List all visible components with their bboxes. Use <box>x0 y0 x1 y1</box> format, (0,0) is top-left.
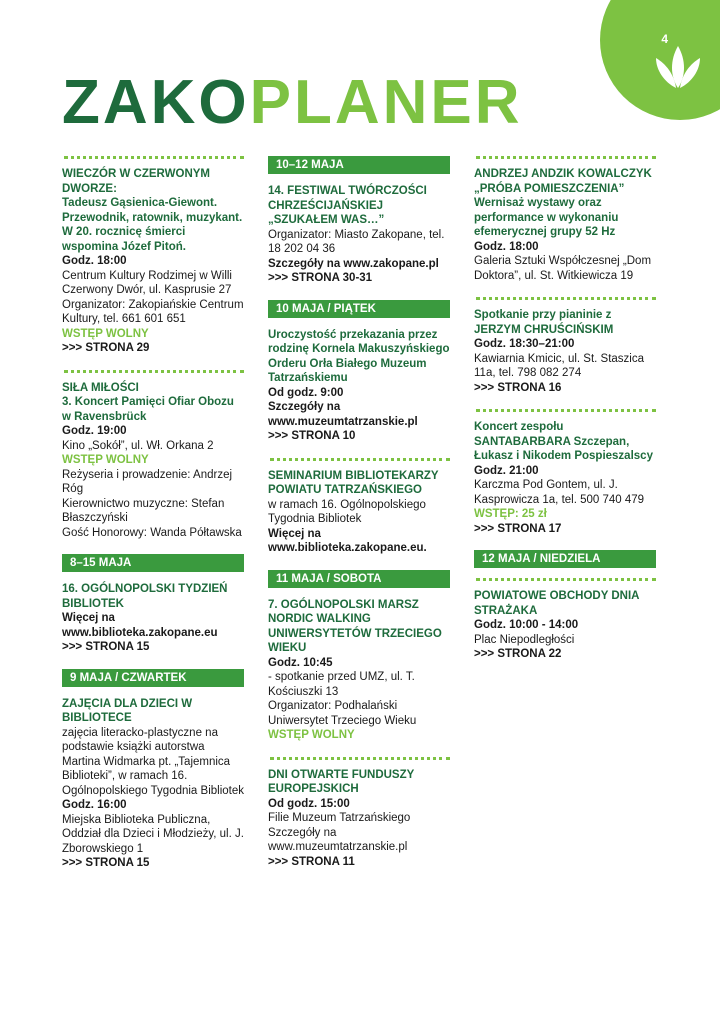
dotted-divider <box>476 578 656 581</box>
event-detail: Kierownictwo muzyczne: Stefan Błaszczyński <box>62 497 225 524</box>
event-title: 7. OGÓLNOPOLSKI MARSZ NORDIC WALKING UNIWERSYTETÓW TRZECIEGO WIEKU <box>268 598 442 654</box>
event-detail: Miejska Biblioteka Publiczna, Oddział dla Dzieci i Młodzieży, ul. J. Zborowskiego 1 <box>62 813 244 855</box>
event-detail: Organizator: Miasto Zakopane, tel. 18 202 04 36 <box>268 228 445 255</box>
dotted-divider <box>64 156 244 159</box>
event-item <box>474 167 656 283</box>
event-item <box>474 589 656 662</box>
event-item <box>268 328 450 444</box>
event-detail-bold: >>> STRONA 10 <box>268 430 356 442</box>
event-detail-bold: >>> STRONA 22 <box>474 648 562 660</box>
event-detail: Gość Honorowy: Wanda Półtawska <box>62 526 242 539</box>
event-detail: zajęcia literacko-plastyczne na podstawie książki autorstwa Martina Widmarka pt. „Tajemnica Biblioteki”, w ramach 16. Ogólnopolskiego Tygodnia Bibliotek <box>62 726 244 797</box>
event-detail: Plac Niepodległości <box>474 633 575 646</box>
event-detail: Kino „Sokół”, ul. Wł. Orkana 2 <box>62 439 214 452</box>
event-detail: Szczegóły na www.muzeumtatrzanskie.pl <box>268 826 408 853</box>
column-1 <box>62 156 244 885</box>
event-detail: Karczma Pod Gontem, ul. J. Kasprowicza 1a, tel. 500 740 479 <box>474 479 645 506</box>
event-item <box>474 420 656 536</box>
column-3 <box>474 156 656 676</box>
event-title: Koncert zespołu SANTABARBARA Szczepan, Łukasz i Nikodem Pospieszalscy <box>474 421 653 462</box>
event-item <box>268 184 450 286</box>
event-detail-bold: >>> STRONA 29 <box>62 342 150 354</box>
event-title: DNI OTWARTE FUNDUSZY EUROPEJSKICH <box>268 768 415 795</box>
event-title: ANDRZEJ ANDZIK KOWALCZYK „PRÓBA POMIESZCZENIA” <box>474 168 652 195</box>
date-band: 12 MAJA / NIEDZIELA <box>474 550 656 568</box>
event-detail-bold: Godz. 18:00 <box>62 255 127 267</box>
event-item <box>268 768 450 870</box>
date-band: 10–12 MAJA <box>268 156 450 174</box>
dotted-divider <box>270 757 450 760</box>
dotted-divider <box>476 297 656 300</box>
date-band: 8–15 MAJA <box>62 554 244 572</box>
event-detail: Filie Muzeum Tatrzańskiego <box>268 812 411 824</box>
event-detail-bold: Godz. 10:45 <box>268 656 333 669</box>
event-detail-bold: >>> STRONA 11 <box>268 855 355 868</box>
event-detail-bold: Godz. 18:30–21:00 <box>474 338 575 350</box>
event-title: POWIATOWE OBCHODY DNIA STRAŻAKA <box>474 590 640 617</box>
column-2 <box>268 156 450 883</box>
event-item <box>62 381 244 541</box>
event-item <box>474 308 656 395</box>
event-detail: Galeria Sztuki Współczesnej „Dom Doktora”, ul. St. Witkiewicza 19 <box>474 255 652 282</box>
event-detail: w ramach 16. Ogólnopolskiego Tygodnia Bibliotek <box>268 498 426 525</box>
date-band: 9 MAJA / CZWARTEK <box>62 669 244 687</box>
event-detail-bold: Szczegóły na www.muzeumtatrzanskie.pl <box>268 401 418 428</box>
entry-info: WSTĘP WOLNY <box>268 729 355 741</box>
event-detail-bold: >>> STRONA 16 <box>474 381 562 394</box>
event-detail-bold: >>> STRONA 30-31 <box>268 272 373 284</box>
date-band: 11 MAJA / SOBOTA <box>268 570 450 588</box>
event-title: Uroczystość przekazania przez rodzinę Kornela Makuszyńskiego Orderu Orła Białego Muzeum Tatrzańskiemu <box>268 328 450 384</box>
dotted-divider <box>476 156 656 159</box>
event-title: SEMINARIUM BIBLIOTEKARZY POWIATU TATRZAŃSKIEGO <box>268 469 439 496</box>
leaf-icon <box>650 40 706 96</box>
logo-part-zako: ZAKO <box>62 68 250 137</box>
event-detail-bold: >>> STRONA 17 <box>474 522 562 535</box>
dotted-divider <box>476 409 656 412</box>
dotted-divider <box>64 370 244 373</box>
event-detail-bold: Więcej na www.biblioteka.zakopane.eu <box>62 612 218 639</box>
event-title: SIŁA MIŁOŚCI <box>62 381 139 394</box>
entry-info: WSTĘP WOLNY <box>62 454 149 466</box>
event-detail-bold: Godz. 10:00 - 14:00 <box>474 619 579 631</box>
event-item <box>62 582 244 655</box>
event-detail: Centrum Kultury Rodzimej w Willi Czerwony Dwór, ul. Kasprusie 27 <box>62 269 232 296</box>
event-detail-bold: Godz. 16:00 <box>62 799 127 811</box>
date-band: 10 MAJA / PIĄTEK <box>268 300 450 318</box>
event-detail-bold: Od godz. 15:00 <box>268 797 350 810</box>
event-item <box>62 167 244 356</box>
event-title: Tadeusz Gąsienica-Giewont. Przewodnik, ratownik, muzykant. <box>62 197 243 224</box>
event-detail: - spotkanie przed UMZ, ul. T. Kościuszki 13 <box>268 671 415 698</box>
entry-info: WSTĘP: 25 zł <box>474 508 547 520</box>
event-title: 3. Koncert Pamięci Ofiar Obozu w Ravensbrück <box>62 396 234 423</box>
event-title: 14. FESTIWAL TWÓRCZOŚCI CHRZEŚCIJAŃSKIEJ „SZUKAŁEM WAS…” <box>268 185 427 226</box>
event-title: 16. OGÓLNOPOLSKI TYDZIEŃ BIBLIOTEK <box>62 583 228 610</box>
event-title: WIECZÓR W CZERWONYM DWORZE: <box>62 168 210 195</box>
event-detail: Organizator: Zakopiańskie Centrum Kultury, tel. 661 601 651 <box>62 298 244 325</box>
logo-zakoplaner <box>62 68 523 137</box>
event-detail: Reżyseria i prowadzenie: Andrzej Róg <box>62 468 233 495</box>
event-detail-bold: Od godz. 9:00 <box>268 386 344 399</box>
event-detail-bold: Więcej na www.biblioteka.zakopane.eu. <box>268 527 427 554</box>
event-detail-bold: Godz. 19:00 <box>62 425 127 437</box>
event-detail: Kawiarnia Kmicic, ul. St. Staszica 11a, tel. 798 082 274 <box>474 352 645 379</box>
event-title: Wernisaż wystawy oraz performance w wykonaniu efemerycznej grupy 52 Hz <box>474 197 619 238</box>
event-item <box>62 697 244 871</box>
event-title: Spotkanie przy pianinie z JERZYM CHRUŚCIŃSKIM <box>474 309 614 336</box>
logo-part-planer: PLANER <box>249 68 523 137</box>
event-detail-bold: Szczegóły na www.zakopane.pl <box>268 257 439 270</box>
event-detail: Organizator: Podhalański Uniwersytet Trzeciego Wieku <box>268 700 417 727</box>
event-item <box>268 469 450 556</box>
event-detail-bold: >>> STRONA 15 <box>62 641 150 653</box>
entry-info: WSTĘP WOLNY <box>62 327 149 340</box>
event-detail-bold: Godz. 18:00 <box>474 240 539 253</box>
event-detail-bold: >>> STRONA 15 <box>62 857 150 869</box>
dotted-divider <box>270 458 450 461</box>
page-number: 4 <box>661 32 668 46</box>
event-title: ZAJĘCIA DLA DZIECI W BIBLIOTECE <box>62 697 193 724</box>
event-detail-bold: Godz. 21:00 <box>474 464 539 477</box>
event-title: W 20. rocznicę śmierci wspomina Józef Pitoń. <box>62 226 186 253</box>
event-item <box>268 598 450 743</box>
